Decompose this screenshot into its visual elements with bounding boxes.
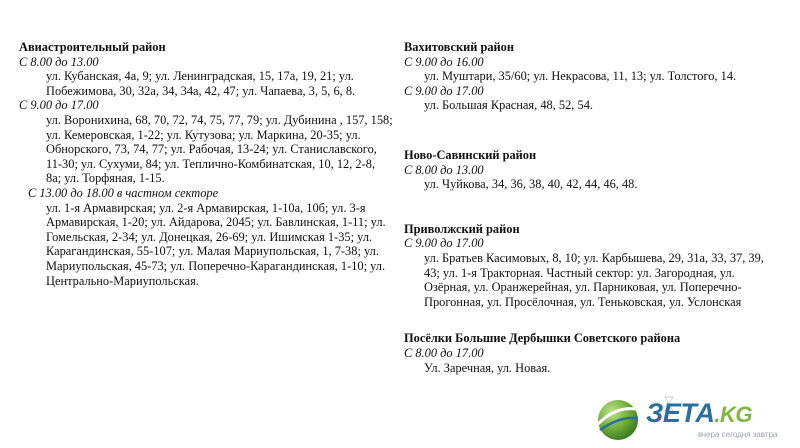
district-vakhitovsky — [404, 40, 784, 113]
globe-icon — [594, 394, 642, 442]
street-list: ул. Кубанская, 4а, 9; ул. Ленинградская, 15, 17а, 19, 21; ул. Побежимова, 30, 32а, 34, 34а, 42, 47; ул. Чапаева, 3, 5, 6, 8. — [46, 69, 356, 98]
time-slot: С 8.00 до 13.00 — [19, 54, 99, 69]
district-title: Посёлки Большие Дербышки Советского района — [404, 331, 681, 346]
district-title: Авиастроительный район — [19, 40, 166, 54]
street-list: ул. Муштари, 35/60; ул. Некрасова, 11, 13; ул. Толстого, 14. — [424, 69, 737, 84]
street-list: ул. Большая Красная, 48, 52, 54. — [424, 98, 593, 113]
time-slot: С 13.00 до 18.00 в частном секторе — [28, 185, 219, 200]
street-list: Ул. Заречная, ул. Новая. — [424, 360, 551, 375]
time-slot: С 8.00 до 17.00 — [404, 345, 484, 360]
street-list: ул. Чуйкова, 34, 36, 38, 40, 42, 44, 46, 48. — [424, 177, 638, 192]
logo-brand-tld: .KG — [714, 402, 752, 427]
district-title: Приволжский район — [404, 221, 520, 236]
street-list: ул. Воронихина, 68, 70, 72, 74, 75, 77, 79; ул. Дубинина , 157, 158; ул. Кемеровская, 1-22; ул. Кутузова; ул. Маркина, 20-35; ул. Обнорского, 73, 74, 77; ул. Рабочая, 13-24; ул. Станиславского, 11-30; ул. Сухуми, 84; ул. Теплично-Комбинатская, 10, 12, 2-8, 8а; ул. Торфяная, 1-15. — [46, 112, 393, 186]
district-title: Вахитовский район — [404, 40, 515, 54]
time-slot: С 9.00 до 17.00 — [404, 83, 484, 98]
time-slot: С 9.00 до 17.00 — [19, 98, 99, 113]
site-logo[interactable] — [588, 392, 800, 448]
district-aviastroitelny — [19, 40, 399, 288]
street-list: ул. Братьев Касимовых, 8, 10; ул. Карбышева, 29, 31а, 33, 37, 39, 43; ул. 1-я Тракторная. Частный сектор: ул. Загородная, ул. Озёрная, ул. Оранжерейная, ул. Парниковая, ул. Поперечно-Прогонная, ул. Просёлочная, ул. Теньковская, ул. Услонская — [424, 250, 764, 309]
district-title: Ново-Савинский район — [404, 147, 537, 162]
time-slot: С 9.00 до 16.00 — [404, 54, 484, 69]
street-list: ул. 1-я Армавирская; ул. 2-я Армавирская, 1-10а, 10б; ул. 3-я Армавирская, 1-20; ул. Айдарова, 2045; ул. Бавлинская, 1-11; ул. Гомельская, 2-34; ул. Донецкая, 26-69; ул. Ишимская 1-35; ул. Карагандинская, 55-107; ул. Малая Мариупольская, 1, 7-38; ул. Мариупольская, 45-73; ул. Поперечно-Карагандинская, 1-10; ул. Центрально-Мариупольская. — [46, 200, 386, 288]
right-column — [404, 40, 784, 375]
logo-brand-main: ЗЕТА — [646, 398, 715, 428]
time-slot: С 9.00 до 17.00 — [404, 236, 484, 251]
district-novo-savinsky — [404, 148, 784, 192]
time-slot: С 8.00 до 13.00 — [404, 162, 484, 177]
left-column — [19, 40, 399, 288]
district-bolshie-derbyshki — [404, 331, 784, 375]
district-privolzhsky — [404, 222, 784, 310]
logo-tagline: вчера сегодня завтра — [698, 430, 778, 439]
logo-brand — [646, 398, 752, 430]
